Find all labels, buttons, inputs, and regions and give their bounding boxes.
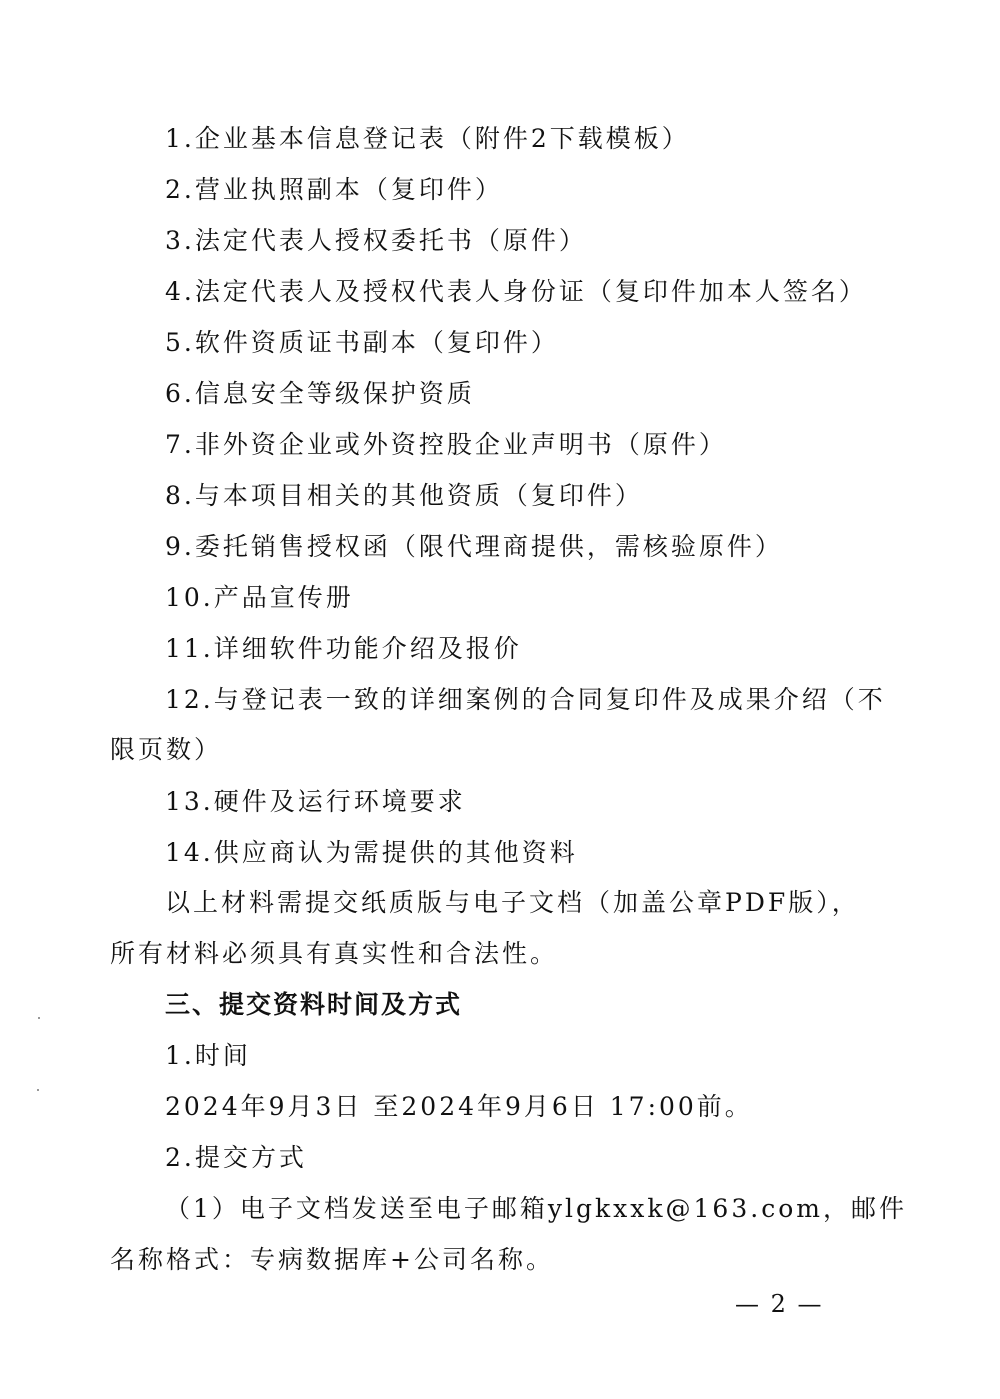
list-item: 9.委托销售授权函（限代理商提供，需核验原件）	[165, 532, 783, 561]
list-item: 5.软件资质证书副本（复印件）	[165, 328, 559, 357]
list-item: 6.信息安全等级保护资质	[165, 379, 475, 408]
page-number: — 2 —	[735, 1290, 824, 1318]
materials-note-line-1: 以上材料需提交纸质版与电子文档（加盖公章PDF版），	[165, 888, 860, 917]
materials-note-line-2: 所有材料必须具有真实性和合法性。	[110, 939, 559, 968]
scan-speck	[37, 1089, 39, 1091]
list-item: 8.与本项目相关的其他资质（复印件）	[165, 481, 643, 510]
list-item: 3.法定代表人授权委托书（原件）	[165, 226, 587, 255]
list-item: 4.法定代表人及授权代表人身份证（复印件加本人签名）	[165, 277, 867, 306]
list-item: 14.供应商认为需提供的其他资料	[165, 838, 578, 867]
time-label: 1.时间	[165, 1041, 251, 1070]
list-item: 10.产品宣传册	[165, 583, 354, 612]
list-item: 11.详细软件功能介绍及报价	[165, 634, 522, 663]
method-line-2: 名称格式：专病数据库+公司名称。	[110, 1245, 554, 1274]
time-value: 2024年9月3日 至2024年9月6日 17:00前。	[165, 1092, 753, 1121]
list-item-continuation: 限页数）	[110, 735, 223, 764]
scan-speck	[38, 1017, 40, 1019]
list-item: 13.硬件及运行环境要求	[165, 787, 466, 816]
section-heading: 三、提交资料时间及方式	[165, 990, 463, 1019]
method-label: 2.提交方式	[165, 1143, 307, 1172]
method-line-1: （1）电子文档发送至电子邮箱ylgkxxk@163.com，邮件	[165, 1194, 907, 1223]
list-item: 7.非外资企业或外资控股企业声明书（原件）	[165, 430, 727, 459]
list-item: 1.企业基本信息登记表（附件2下载模板）	[165, 124, 690, 153]
list-item: 12.与登记表一致的详细案例的合同复印件及成果介绍（不	[165, 685, 886, 714]
list-item: 2.营业执照副本（复印件）	[165, 175, 503, 204]
